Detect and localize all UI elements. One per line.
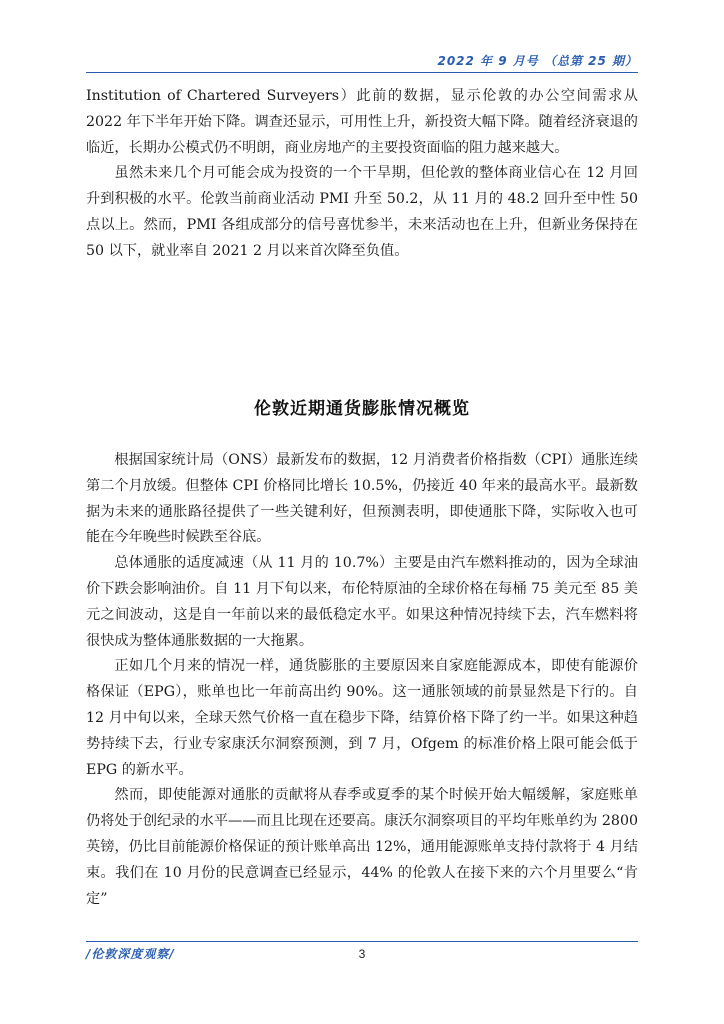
section-paragraph-3: 正如几个月来的情况一样，通货膨胀的主要原因来自家庭能源成本，即使有能源价格保证（EPG），账单也比一年前高出约 90%。这一通胀领域的前景显然是下行的。自 12 月中旬以来，全球天然气价格一直在稳步下降，结算价格下降了约一半。如果这种趋势持续下去，行业专家康沃尔洞察预测，到 7 月，Ofgem 的标准价格上限可能会低于 EPG 的新水平。	[86, 658, 638, 778]
footer-divider	[86, 941, 638, 942]
page-number: 3	[358, 947, 366, 961]
intro-paragraph-2: 虽然未来几个月可能会成为投资的一个干旱期，但伦敦的整体商业信心在 12 月回升到积极的水平。伦敦当前商业活动 PMI 升至 50.2，从 11 月的 48.2 回升至中性 50 点以上。然而，PMI 各组成部分的信号喜忧参半，未来活动也在上升，但新业务保持在 50 以下，就业率自 2021 2 月以来首次降至负值。	[86, 165, 638, 259]
section-text-block	[86, 448, 638, 912]
section-title: 伦敦近期通货膨胀情况概览	[254, 399, 470, 419]
footer-brand: /伦敦深度观察/	[86, 947, 175, 961]
intro-text-block	[86, 84, 638, 265]
intro-paragraph-1: Institution of Chartered Surveyers）此前的数据，显示伦敦的办公空间需求从 2022 年下半年开始下降。调查还显示，可用性上升，新投资大幅下降。随着经济衰退的临近，长期办公模式仍不明朗，商业房地产的主要投资面临的阻力越来越大。	[86, 88, 638, 156]
issue-label: 2022 年 9 月号 （总第 25 期）	[437, 54, 638, 68]
header-divider	[86, 72, 638, 73]
section-paragraph-4: 然而，即使能源对通胀的贡献将从春季或夏季的某个时候开始大幅缓解，家庭账单仍将处于创纪录的水平——而且比现在还要高。康沃尔洞察项目的平均年账单约为 2800 英镑，仍比目前能源价格保证的预计账单高出 12%，通用能源账单支持付款将于 4 月结束。我们在 10 月份的民意调查已经显示，44% 的伦敦人在接下来的六个月里要么“肯定”	[86, 787, 638, 907]
section-paragraph-2: 总体通胀的适度减速（从 11 月的 10.7%）主要是由汽车燃料推动的，因为全球油价下跌会影响油价。自 11 月下旬以来，布伦特原油的全球价格在每桶 75 美元至 85 美元之间波动，这是自一年前以来的最低稳定水平。如果这种情况持续下去，汽车燃料将很快成为整体通胀数据的一大拖累。	[86, 555, 638, 649]
section-paragraph-1: 根据国家统计局（ONS）最新发布的数据，12 月消费者价格指数（CPI）通胀连续第二个月放缓。但整体 CPI 价格同比增长 10.5%，仍接近 40 年来的最高水平。最新数据为未来的通胀路径提供了一些关键利好，但预测表明，即使通胀下降，实际收入也可能在今年晚些时候跌至谷底。	[86, 452, 638, 546]
